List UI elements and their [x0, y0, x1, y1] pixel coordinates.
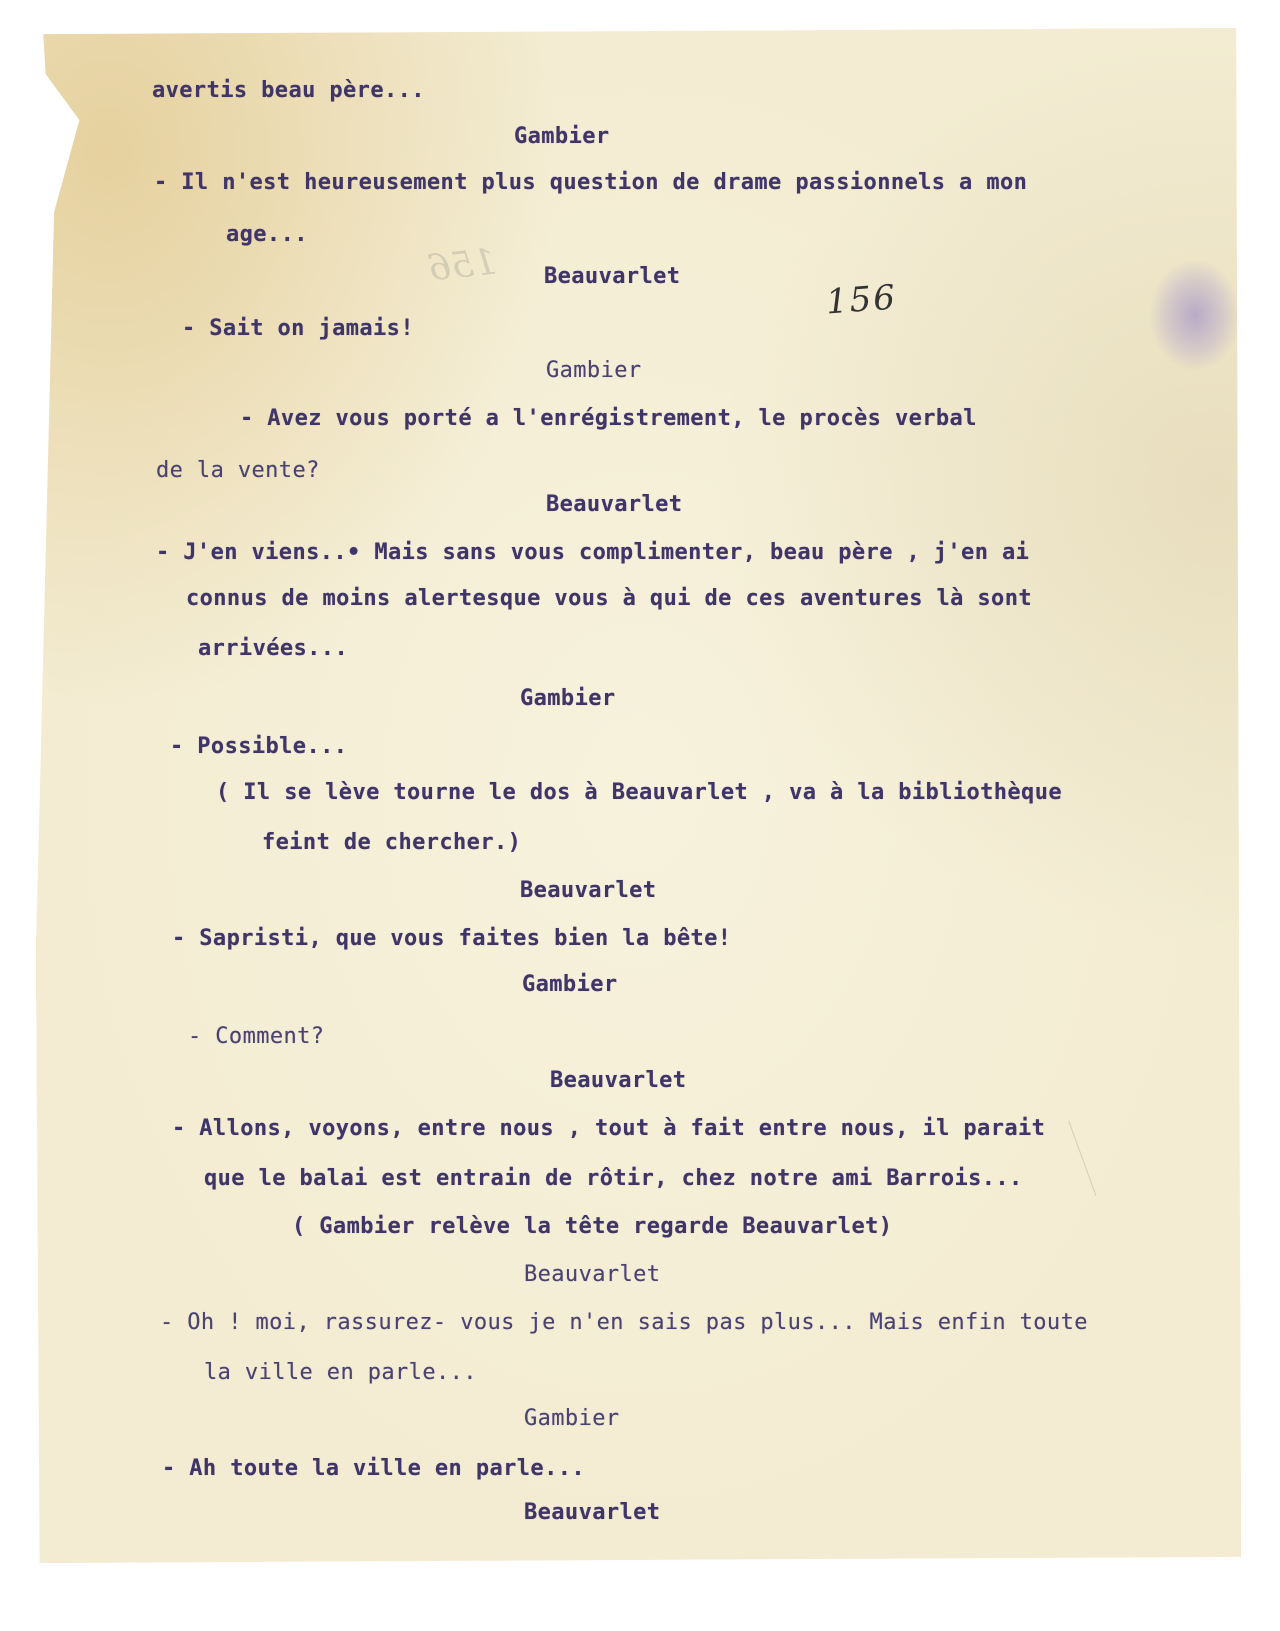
- line-16: que le balai est entrain de rôtir, chez notre ami Barrois...: [204, 1166, 1023, 1191]
- line-13: - Sapristi, que vous faites bien la bête!: [172, 926, 732, 951]
- bleed-through-number: 156: [426, 241, 499, 290]
- line-11: ( Il se lève tourne le dos à Beauvarlet , va à la bibliothèque: [216, 780, 1062, 805]
- speaker-gambier: Gambier: [522, 972, 618, 997]
- speaker-gambier: Gambier: [546, 358, 642, 383]
- line-15: - Allons, voyons, entre nous , tout à fait entre nous, il parait: [172, 1116, 1046, 1141]
- ink-stain: [1150, 260, 1240, 370]
- line-1: avertis beau père...: [152, 78, 425, 103]
- line-6: de la vente?: [156, 458, 320, 483]
- handwritten-page-number: 156: [824, 277, 899, 323]
- line-18: - Oh ! moi, rassurez- vous je n'en sais pas plus... Mais enfin toute: [160, 1310, 1088, 1335]
- line-5: - Avez vous porté a l'enrégistrement, le procès verbal: [240, 406, 977, 431]
- speaker-beauvarlet: Beauvarlet: [524, 1500, 661, 1525]
- line-10: - Possible...: [170, 734, 348, 759]
- line-17: ( Gambier relève la tête regarde Beauvarlet): [292, 1214, 893, 1239]
- speaker-beauvarlet: Beauvarlet: [544, 264, 681, 289]
- line-4: - Sait on jamais!: [182, 316, 414, 341]
- speaker-beauvarlet: Beauvarlet: [550, 1068, 687, 1093]
- speaker-beauvarlet: Beauvarlet: [546, 492, 683, 517]
- line-20: - Ah toute la ville en parle...: [162, 1456, 585, 1481]
- speaker-beauvarlet: Beauvarlet: [520, 878, 657, 903]
- speaker-gambier: Gambier: [514, 124, 610, 149]
- speaker-gambier: Gambier: [524, 1406, 620, 1431]
- line-12: feint de chercher.): [262, 830, 522, 855]
- line-9: arrivées...: [198, 636, 349, 661]
- line-7: - J'en viens..• Mais sans vous complimenter, beau père , j'en ai: [156, 540, 1030, 565]
- speaker-gambier: Gambier: [520, 686, 616, 711]
- speaker-beauvarlet: Beauvarlet: [524, 1262, 661, 1287]
- line-19: la ville en parle...: [204, 1360, 477, 1385]
- line-3: age...: [226, 222, 308, 247]
- line-8: connus de moins alertesque vous à qui de ces aventures là sont: [186, 586, 1032, 611]
- line-2: - Il n'est heureusement plus question de drame passionnels a mon: [154, 170, 1028, 195]
- line-14: - Comment?: [188, 1024, 325, 1049]
